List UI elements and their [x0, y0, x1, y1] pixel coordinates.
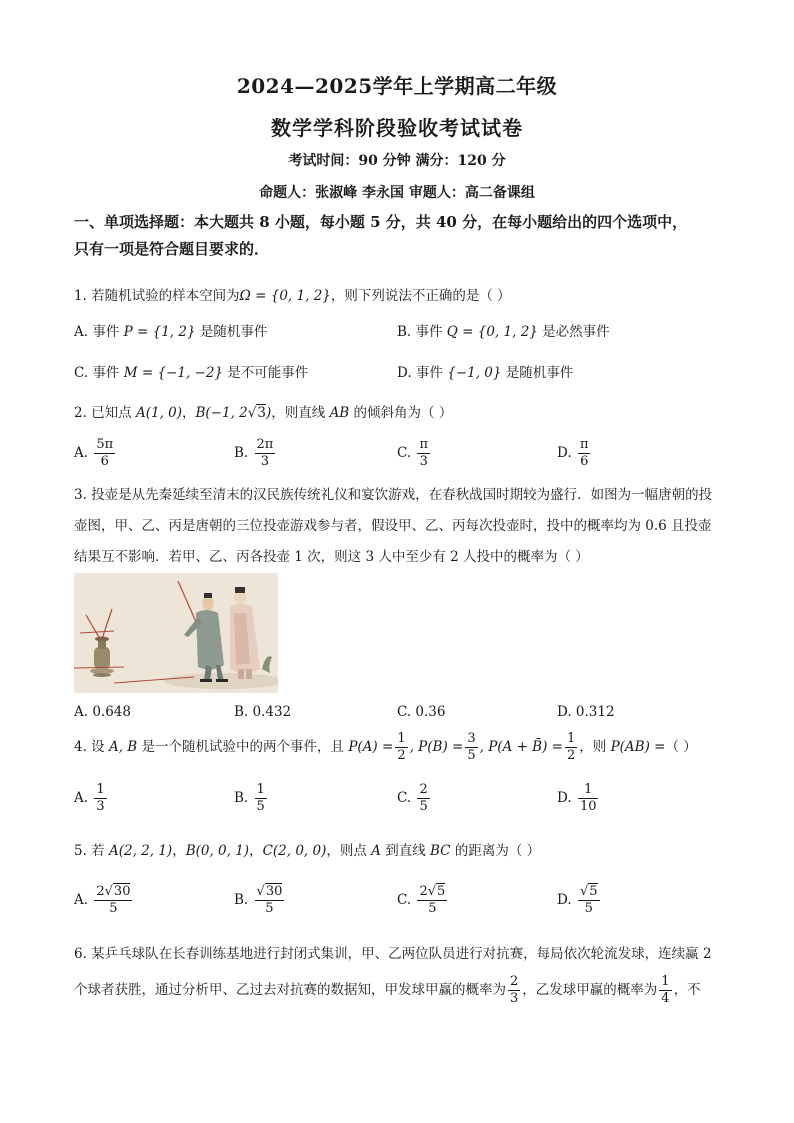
question-2-stem: 2. 已知点 A(1, 0)，B(−1, 2√3)，则直线 AB 的倾斜角为（ ）: [74, 405, 453, 421]
section-heading-line2: 只有一项是符合题目要求的．: [74, 240, 270, 258]
section-heading: [74, 209, 734, 263]
q4-option-d: D. $\frac{1}{10}$: [557, 782, 597, 814]
q6-line1: 6. 某乒乓球队在长春训练基地进行封闭式集训，甲、乙两位队员进行对抗赛，每局依次轮流发球，连续赢 2: [74, 946, 712, 962]
q5-option-c: C. $\frac{2√5}{5}$: [397, 884, 446, 916]
q1-stem-a: 1. 若随机试验的样本空间为: [74, 288, 240, 304]
exam-info: 考试时间：90 分钟 满分：120 分: [288, 153, 506, 169]
exam-authors: 命题人：张淑峰 李永国 审题人：高二备课组: [259, 185, 535, 201]
question-5-stem: 5. 若 A(2, 2, 1)，B(0, 0, 1)，C(2, 0, 0)，则点 A 到直线 BC 的距离为（ ）: [74, 843, 541, 859]
question-1-stem: [74, 281, 734, 311]
tang-dynasty-touhu-painting: [74, 573, 278, 693]
q4-option-a: A. $\frac{1}{3}$: [74, 782, 105, 814]
q3-option-d: D. 0.312: [557, 704, 615, 720]
section-heading-line1: 一、单项选择题：本大题共 8 小题，每小题 5 分，共 40 分，在每小题给出的四个选项中，: [74, 213, 688, 231]
question-3-stem: [74, 480, 734, 573]
q3-option-c: C. 0.36: [397, 704, 446, 720]
q1-omega: Ω = {0, 1, 2}: [239, 288, 331, 304]
question-6-stem: [74, 936, 734, 1008]
q3-line3: 结果互不影响．若甲、乙、丙各投壶 1 次，则这 3 人中至少有 2 人投中的概率为（ ）: [74, 549, 589, 565]
q1-stem-b: ，则下列说法不正确的是（ ）: [330, 288, 511, 304]
q2-option-a: A. $\frac{5\pi}{6}$: [74, 437, 114, 469]
q3-line2: 壶图，甲、乙、丙是唐朝的三位投壶游戏参与者，假设甲、乙、丙每次投壶时，投中的概率均为 0.6 且投壶: [74, 518, 712, 534]
exam-title-year: 2024—2025学年上学期高二年级: [236, 74, 558, 98]
q5-option-b: B. $\frac{√30}{5}$: [234, 884, 283, 916]
q3-line1: 3. 投壶是从先秦延续至清末的汉民族传统礼仪和宴饮游戏，在春秋战国时期较为盛行．如图为一幅唐朝的投: [74, 487, 713, 503]
q5-option-a: A. $\frac{2√30}{5}$: [74, 884, 131, 916]
q1-option-a: A. 事件 P = {1, 2} 是随机事件: [74, 324, 268, 340]
q2-option-d: D. $\frac{\pi}{6}$: [557, 437, 589, 469]
q6-line2: 个球者获胜，通过分析甲、乙过去对抗赛的数据知，甲发球甲赢的概率为 $\frac{2}{3}$ ，乙发球甲赢的概率为 $\frac{1}{4}$ ，不: [74, 974, 701, 1006]
q3-option-a: A. 0.648: [74, 704, 131, 720]
q1-option-d: D. 事件 {−1, 0} 是随机事件: [397, 365, 574, 381]
q1-option-c: C. 事件 M = {−1, −2} 是不可能事件: [74, 365, 309, 381]
exam-title-subject: 数学学科阶段验收考试试卷: [271, 116, 523, 140]
q4-option-b: B. $\frac{1}{5}$: [234, 782, 265, 814]
q2-option-c: C. $\frac{\pi}{3}$: [397, 437, 428, 469]
q1-option-b: B. 事件 Q = {0, 1, 2} 是必然事件: [397, 324, 610, 340]
q4-option-c: C. $\frac{2}{5}$: [397, 782, 428, 814]
q2-option-b: B. $\frac{2\pi}{3}$: [234, 437, 274, 469]
q3-option-b: B. 0.432: [234, 704, 292, 720]
question-4-stem: 4. 设 A, B 是一个随机试验中的两个事件，且 P(A) = $\frac{1}{2}$ , P(B) = $\frac{3}{5}$ , P(A + B̄) = $\frac{1}{2}$ ，则 P(AB) =（ ）: [74, 731, 697, 763]
q5-option-d: D. $\frac{√5}{5}$: [557, 884, 598, 916]
